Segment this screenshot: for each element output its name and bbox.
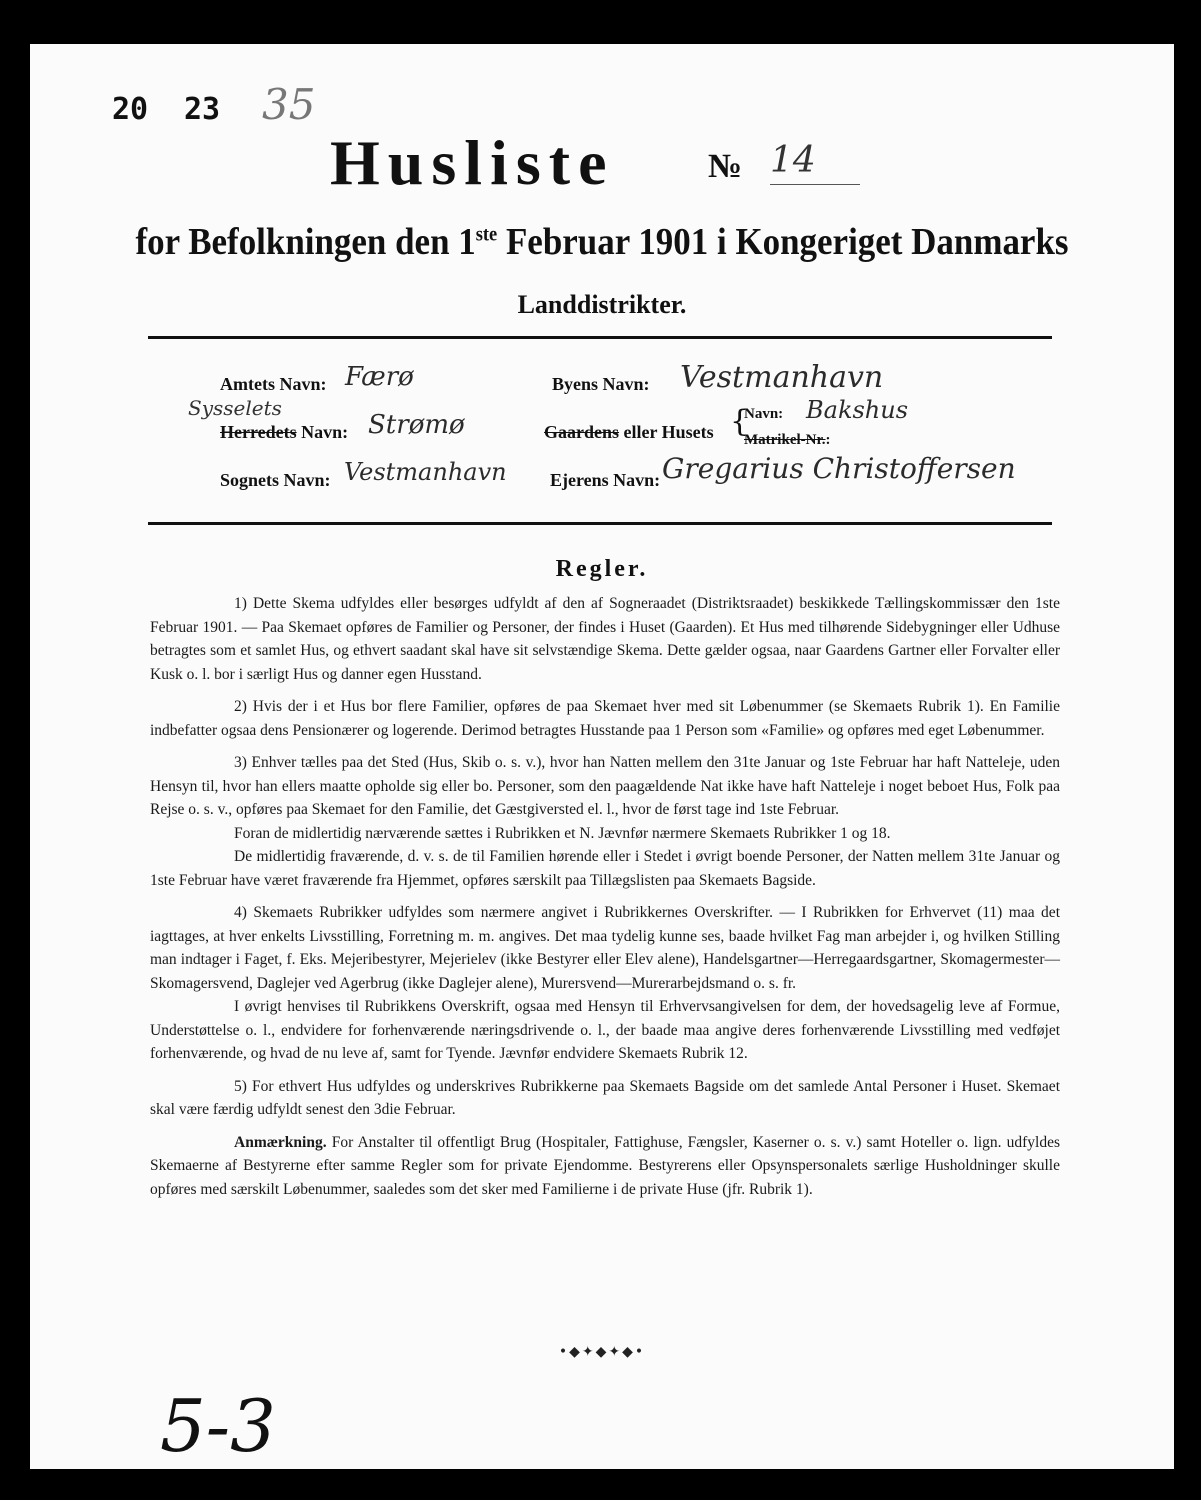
handwritten-number: 5-3: [160, 1384, 276, 1468]
rule-3: 3) Enhver tælles paa det Sted (Hus, Skib o. s. v.), hvor han Natten mellem den 31te Januar og 1ste Februar har haft Natteleje, uden Hensyn til, hvor han ellers maatte opholde sig eller bo. Personer, som den paagældende Nat ikke have haft Natteleje i noget beboet Hus, Folk paa Rejse o. s. v., opføres paa Skemaet for den Familie, det Gæstgiversted el. l., hvor de først tage ind 1ste Februar.: [150, 754, 1060, 818]
rule-4: 4) Skemaets Rubrikker udfyldes som nærmere angivet i Rubrikkernes Overskrifter. — I Rubrikken for Erhvervet (11) maa det iagttages, at hver enkelts Livsstilling, Forretning m. m. angives. Det maa tydelig kunne ses, baade hvilket Fag man arbejder i, og hvilken Stilling man indtager i Faget, f. Eks. Mejeribestyrer, Mejerielev (ikke Bestyrer eller Elev alene), Handelsgartner—Herregaardsgartner, Skomagermester—Skomagersvend, Daglejer ved Agerbrug (ikke Daglejer alene), Murersvend—Murerarbejdsmand o. s. fr.: [150, 904, 1060, 992]
district-label: Landdistrikter.: [517, 290, 687, 319]
bottom-divider: [148, 522, 1052, 525]
rule-4b: I øvrigt henvises til Rubrikkens Overskrift, ogsaa med Hensyn til Erhvervsangivelsen for dem, der hovedsagelig leve af Formue, Understøttelse o. l., endvidere for forhenværende næringsdrivende o. l., der baade maa angive deres forhenværende Livsstilling med vedføjet forhenværende, og hvad de nu leve af, samt for Tyende. Jævnfør endvidere Skemaets Rubrik 12.: [150, 998, 1060, 1062]
brace: {: [730, 404, 750, 439]
ejer-value: Gregarius Christoffersen: [662, 452, 1016, 485]
note: [150, 1131, 1060, 1202]
rule-5: 5) For ethvert Hus udfyldes og underskrives Rubrikkerne paa Skemaets Bagside om det samlede Antal Personer i Huset. Skemaet skal være færdig udfyldt senest den 3die Februar.: [150, 1077, 1060, 1118]
amt-label: Amtets Navn:: [220, 374, 327, 394]
byens-value: Vestmanhavn: [680, 360, 884, 395]
herred-label-struck: Herredets: [220, 422, 297, 442]
pencil-note: 35: [262, 80, 316, 129]
rules-heading: Regler.: [555, 556, 649, 582]
husets-navn-value: Bakshus: [806, 396, 909, 424]
amt-value: Færø: [345, 362, 414, 392]
subtitle-post: Februar 1901 i Kongeriget Danmarks: [497, 221, 1069, 263]
form-subtitle: [76, 220, 1128, 264]
census-form-page: [30, 44, 1174, 1469]
herred-handwritten: Sysselets: [188, 396, 282, 420]
byens-label: Byens Navn:: [552, 374, 650, 394]
husets-navn-label: Navn:: [744, 406, 784, 422]
list-number-value: 14: [770, 140, 816, 181]
sogn-label: Sognets Navn:: [220, 470, 331, 490]
herred-label-rest: Navn:: [296, 422, 349, 442]
note-text: For Anstalter til offentligt Brug (Hospitaler, Fattighuse, Fængsler, Kaserner o. s. v.) samt Hoteller o. lign. udfyldes Skemaerne af Bestyrerne efter samme Regler som for private Ejendomme. Bestyrerens eller Opsynspersonalets særlige Husholdninger skulle opføres med særskilt Løbenummer, saaledes som det sker med Familierne i de private Huse (jfr. Rubrik 1).: [150, 1133, 1060, 1198]
number-underline: [770, 184, 860, 185]
gaard-label: [544, 422, 714, 443]
ornament-divider: •◆✦◆✦◆•: [558, 1344, 646, 1360]
rule-2: 2) Hvis der i et Hus bor flere Familier, opføres de paa Skemaet hver med sit Løbenummer (se Skemaets Rubrik 1). En Familie indbefatter ogsaa dens Pensionærer og logerende. Derimod betragtes Husstande paa 1 Person som «Familie» og opføres med eget Løbenummer.: [150, 698, 1060, 739]
rule-3c: De midlertidig fraværende, d. v. s. de til Familien hørende eller i Stedet i øvrigt boende Personer, der Natten mellem 31te Januar og 1ste Februar have været fraværende fra Hjemmet, opføres særskilt paa Tillægslisten paa Skemaets Bagside.: [150, 848, 1060, 889]
matrikel-label-struck: Matrikel-Nr.: [744, 432, 826, 448]
matrikel-colon: :: [825, 432, 831, 448]
number-sign: №: [708, 148, 743, 185]
top-divider: [148, 336, 1052, 339]
rule-3b: Foran de midlertidig nærværende sættes i Rubrikken et N. Jævnfør nærmere Skemaets Rubrikker 1 og 18.: [234, 824, 891, 842]
herred-value: Strømø: [368, 410, 465, 440]
subtitle-sup: ste: [475, 223, 498, 246]
stamp-number-left: 20: [112, 92, 149, 127]
form-title: Husliste: [330, 127, 615, 198]
herred-label: [220, 422, 348, 443]
stamp-number-right: 23: [184, 92, 221, 127]
gaard-label-rest: eller Husets: [619, 422, 714, 442]
matrikel-label: [744, 432, 831, 449]
sogn-value: Vestmanhavn: [344, 458, 507, 486]
rule-1: 1) Dette Skema udfyldes eller besørges udfyldt af den af Sogneraadet (Distriktsraadet) beskikkede Tællingskommissær den 1ste Februar 1901. — Paa Skemaet opføres de Familier og Personer, der findes i Huset (Gaarden). Et Hus med tilhørende Sidebygninger eller Udhuse betragtes som et samlet Hus, og ethvert saadant skal have sit selvstændige Skema. Dette gælder ogsaa, naar Gaardens Gartner eller Forvalter eller Kusk o. l. bor i særligt Hus og danner egen Husstand.: [150, 595, 1060, 683]
note-label: Anmærkning.: [234, 1133, 327, 1151]
rules-text: [150, 592, 1060, 1210]
gaard-label-struck: Gaardens: [544, 422, 620, 442]
ejer-label: Ejerens Navn:: [550, 470, 661, 490]
subtitle-pre: for Befolkningen den 1: [135, 221, 476, 263]
